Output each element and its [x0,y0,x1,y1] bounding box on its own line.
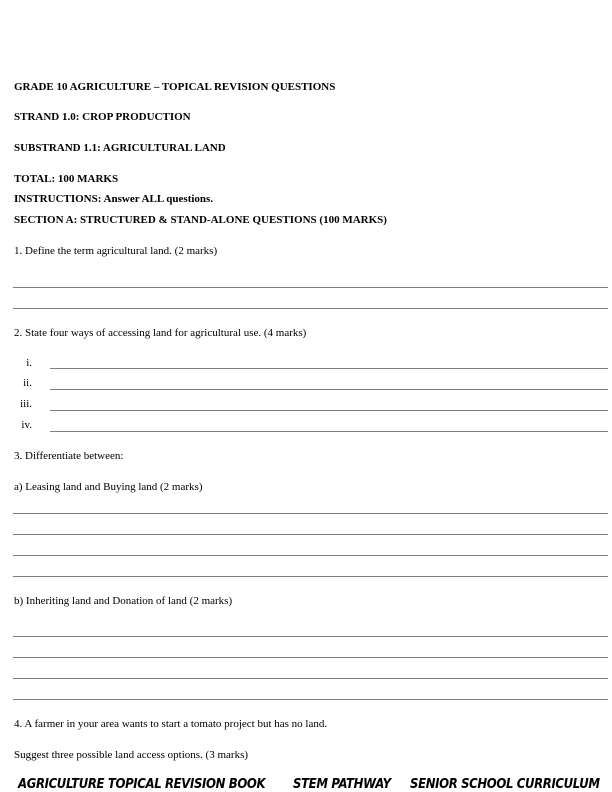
answer-line [50,410,608,411]
footer-pathway: STEM PATHWAY [293,777,391,792]
question-4: 4. A farmer in your area wants to start a tomato project but has no land. [14,718,328,730]
answer-line [13,636,608,637]
footer-curriculum: SENIOR SCHOOL CURRICULUM [410,777,600,792]
list-numeral: iii. [20,398,32,410]
answer-line [13,308,608,309]
answer-line [13,657,608,658]
answer-line [50,389,608,390]
question-4-sub: Suggest three possible land access options. (3 marks) [14,749,249,761]
answer-line [13,513,608,514]
page-title: GRADE 10 AGRICULTURE – TOPICAL REVISION QUESTIONS [14,81,336,93]
list-numeral: i. [26,357,32,369]
instructions: INSTRUCTIONS: Answer ALL questions. [14,193,214,205]
section-heading: SECTION A: STRUCTURED & STAND-ALONE QUESTIONS (100 MARKS) [14,214,387,226]
answer-line [50,431,608,432]
list-numeral: iv. [21,419,32,431]
answer-line [13,678,608,679]
answer-line [13,287,608,288]
substrand-heading: SUBSTRAND 1.1: AGRICULTURAL LAND [14,142,226,154]
footer-book-title: AGRICULTURE TOPICAL REVISION BOOK [18,777,266,792]
question-2: 2. State four ways of accessing land for agricultural use. (4 marks) [14,327,307,339]
answer-line [13,534,608,535]
question-3: 3. Differentiate between: [14,450,124,462]
list-numeral: ii. [23,377,32,389]
strand-heading: STRAND 1.0: CROP PRODUCTION [14,111,191,123]
total-marks: TOTAL: 100 MARKS [14,173,119,185]
answer-line [13,699,608,700]
answer-line [13,576,608,577]
answer-line [13,555,608,556]
question-3a: a) Leasing land and Buying land (2 marks) [14,481,203,493]
question-1: 1. Define the term agricultural land. (2 marks) [14,245,218,257]
question-3b: b) Inheriting land and Donation of land (2 marks) [14,595,233,607]
answer-line [50,368,608,369]
